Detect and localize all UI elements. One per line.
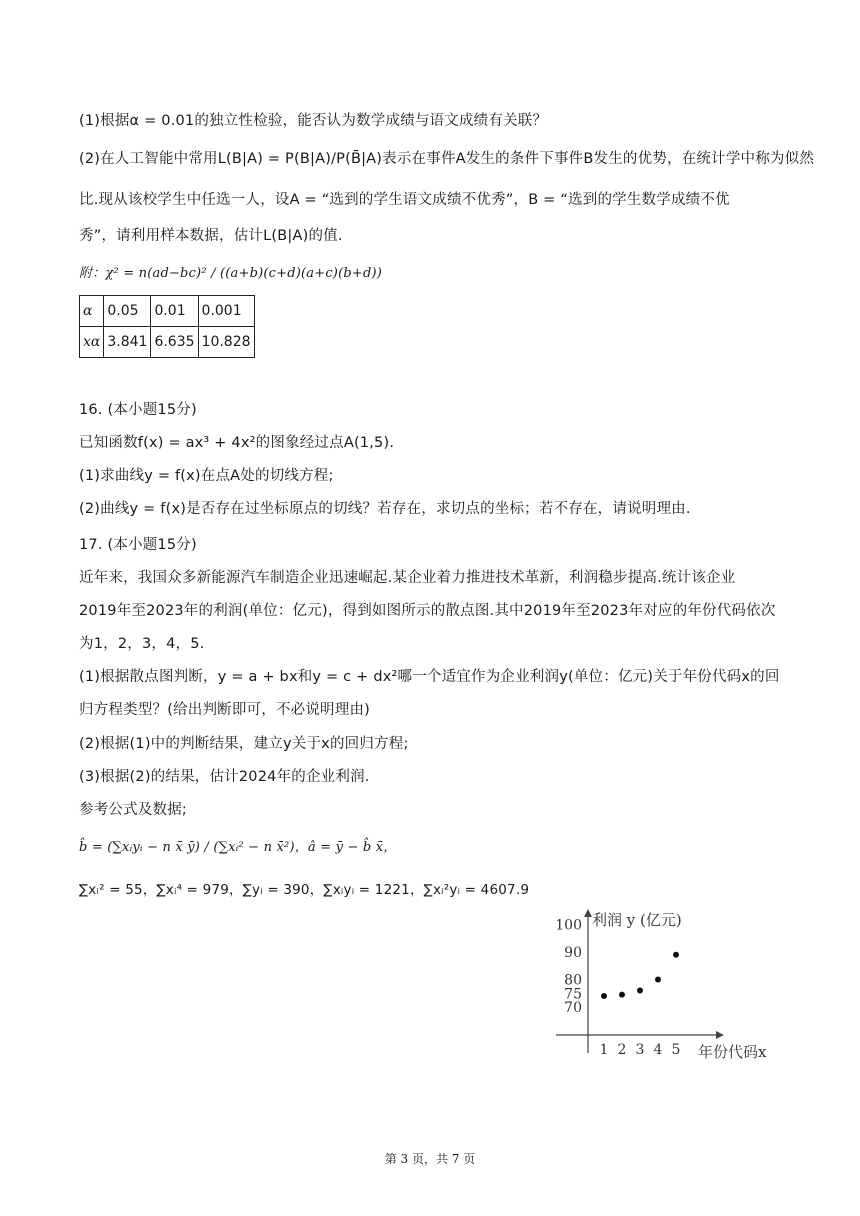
y-tick-label: 80 <box>564 972 582 989</box>
chart-y-label: 利润 y (亿元) <box>592 911 682 929</box>
data-point <box>619 992 625 998</box>
ref-title: 参考公式及数据; <box>79 802 187 818</box>
chart-points <box>601 952 679 999</box>
x-tick-label: 3 <box>635 1042 645 1058</box>
data-point <box>655 977 661 983</box>
x-tick-label: 4 <box>653 1042 663 1058</box>
q17-header: 17. (本小题15分) <box>79 537 197 553</box>
q16-header: 16. (本小题15分) <box>79 402 197 418</box>
q15-part2-line3: 秀”，请利用样本数据，估计L(B|A)的值. <box>79 228 343 244</box>
chart-ticks <box>555 918 680 1059</box>
x-tick-label: 5 <box>671 1042 681 1058</box>
q15-part2-line1: (2)在人工智能中常用L(B|A) = P(B|A)/P(B̄|A)表示在事件A发生的条件下事件B发生的优势，在统计学中称为似然 <box>79 151 815 167</box>
y-tick-label: 70 <box>564 1000 582 1016</box>
chart-x-label: 年份代码x <box>698 1043 767 1061</box>
table-cell: 0.01 <box>151 296 198 327</box>
x-tick-label: 1 <box>599 1042 609 1058</box>
ref-formula-2: ∑xᵢ² = 55，∑xᵢ⁴ = 979，∑yᵢ = 390，∑xᵢyᵢ = 1221，∑xᵢ²yᵢ = 4607.9 <box>79 882 530 898</box>
x-tick-label: 2 <box>617 1042 627 1058</box>
q15-part1: (1)根据α = 0.01的独立性检验，能否认为数学成绩与语文成绩有关联？ <box>79 113 548 129</box>
y-axis-arrow <box>584 909 592 917</box>
table-cell: 3.841 <box>104 327 151 358</box>
q16-stem: 已知函数f(x) = ax³ + 4x²的图象经过点A(1,5). <box>79 435 395 451</box>
x-axis-arrow <box>716 1031 724 1039</box>
y-tick-label: 75 <box>564 986 582 1003</box>
q16-part2: (2)曲线y = f(x)是否存在过坐标原点的切线？若存在，求切点的坐标；若不存在，请说明理由. <box>79 501 691 517</box>
appendix-formula: 附：χ² = n(ad−bc)² / ((a+b)(c+d)(a+c)(b+d)) <box>79 266 383 281</box>
q17-part3: (3)根据(2)的结果，估计2024年的企业利润. <box>79 769 370 785</box>
q17-stem-line3: 为1，2，3，4，5. <box>79 636 205 652</box>
table-row <box>80 327 255 358</box>
table-row <box>80 296 255 327</box>
q15-part2-line2: 比.现从该校学生中任选一人，设A = “选到的学生语文成绩不优秀”，B = “选到的学生数学成绩不优 <box>79 192 730 208</box>
q17-stem-line1: 近年来，我国众多新能源汽车制造企业迅速崛起.某企业着力推进技术革新，利润稳步提高.统计该企业 <box>79 570 736 586</box>
y-tick-label: 100 <box>555 917 582 934</box>
ref-formula-1: b̂ = (∑xᵢyᵢ − n x̄ ȳ) / (∑xᵢ² − n x̄²)，â = ȳ − b̂ x̄， <box>79 840 397 855</box>
table-cell: 0.05 <box>104 296 151 327</box>
scatter-plot <box>548 903 788 1073</box>
q16-part1: (1)求曲线y = f(x)在点A处的切线方程; <box>79 468 334 484</box>
table-cell: α <box>80 296 104 327</box>
table-cell: 0.001 <box>198 296 254 327</box>
q17-stem-line2: 2019年至2023年的利润(单位：亿元)，得到如图所示的散点图.其中2019年至2023年对应的年份代码依次 <box>79 603 776 619</box>
table-cell: 10.828 <box>198 327 254 358</box>
data-point <box>673 952 679 958</box>
data-point <box>601 993 607 999</box>
table-cell: xα <box>80 327 104 358</box>
critical-value-table <box>79 295 255 358</box>
page-footer: 第 3 页，共 7 页 <box>384 1152 476 1166</box>
table-cell: 6.635 <box>151 327 198 358</box>
y-tick-label: 90 <box>564 945 582 961</box>
data-point <box>637 988 643 994</box>
q17-part1-line1: (1)根据散点图判断，y = a + bx和y = c + dx²哪一个适宜作为企业利润y(单位：亿元)关于年份代码x的回 <box>79 669 780 685</box>
q17-part1-line2: 归方程类型？(给出判断即可，不必说明理由) <box>79 702 371 718</box>
q17-part2: (2)根据(1)中的判断结果，建立y关于x的回归方程; <box>79 736 409 752</box>
